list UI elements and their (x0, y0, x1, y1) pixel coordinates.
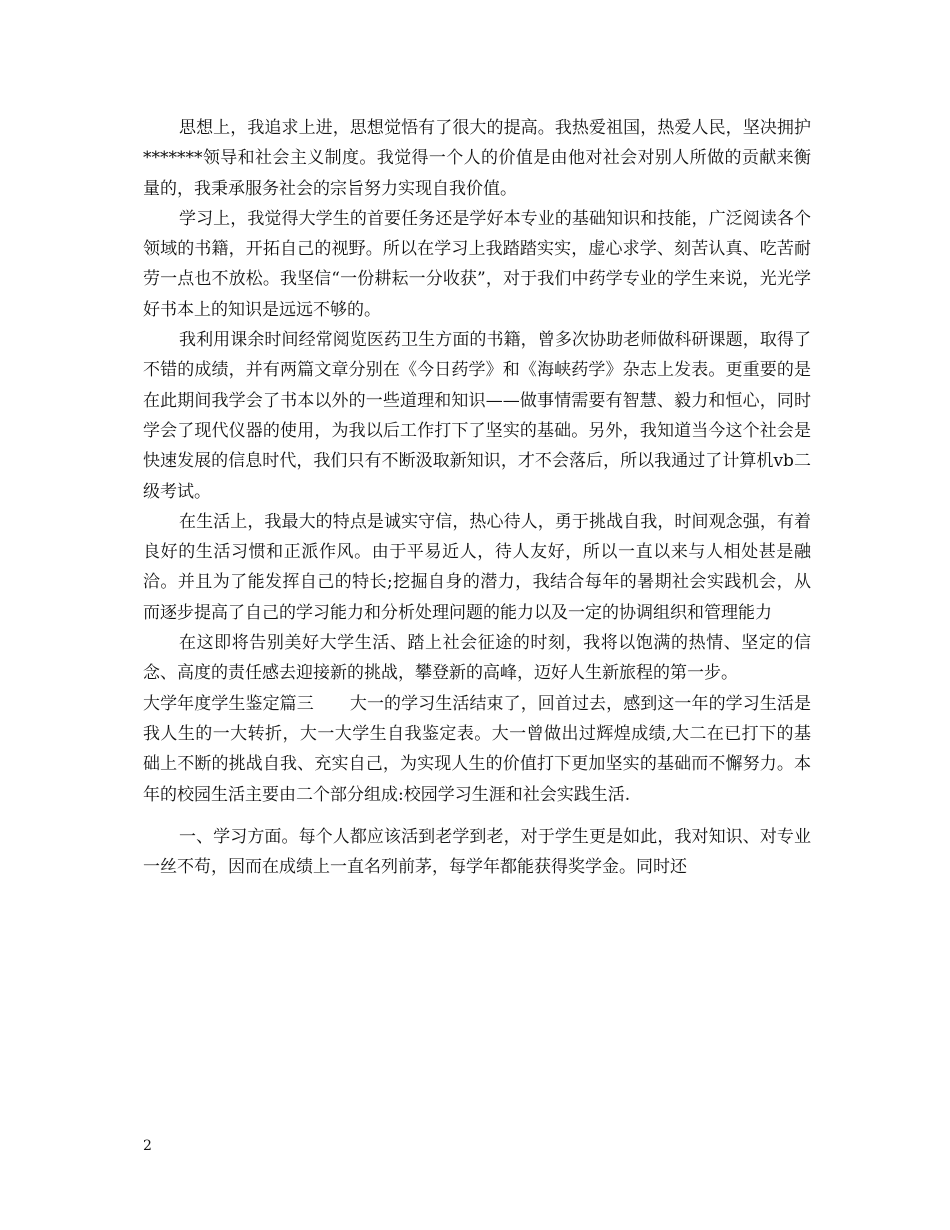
paragraph-learning-aspect: 一、学习方面。每个人都应该活到老学到老，对于学生更是如此，我对知识、对专业一丝不苟，因而在成绩上一直名列前茅，每学年都能获得奖学金。同时还 (143, 826, 811, 878)
section-paragraph (143, 689, 811, 810)
paragraph-life: 在生活上，我最大的特点是诚实守信，热心待人，勇于挑战自我，时间观念强，有着良好的生活习惯和正派作风。由于平易近人，待人友好，所以一直以来与人相处甚是融洽。并且为了能发挥自己的特长;挖掘自身的潜力，我结合每年的暑期社会实践机会，从而逐步提高了自己的学习能力和分析处理问题的能力以及一定的协调组织和管理能力 (143, 511, 811, 623)
paragraph-study: 学习上，我觉得大学生的首要任务还是学好本专业的基础知识和技能，广泛阅读各个领域的书籍，开拓自己的视野。所以在学习上我踏踏实实，虚心求学、刻苦认真、吃苦耐劳一点也不放松。我坚信“一份耕耘一分收获”，对于我们中药学专业的学生来说，光光学好书本上的知识是远远不够的。 (143, 208, 811, 320)
section-text: 大一的学习生活结束了，回首过去，感到这一年的学习生活是我人生的一大转折，大一大学生自我鉴定表。大一曾做出过辉煌成绩,大二在已打下的基础上不断的挑战自我、充实自己，为实现人生的价值打下更加坚实的基础而不懈努力。本年的校园生活主要由二个部分组成:校园学习生涯和社会实践生活. (143, 693, 812, 805)
paragraph-research: 我利用课余时间经常阅览医药卫生方面的书籍，曾多次协助老师做科研课题，取得了不错的成绩，并有两篇文章分别在《今日药学》和《海峡药学》杂志上发表。更重要的是在此期间我学会了书本以外的一些道理和知识——做事情需要有智慧、毅力和恒心，同时学会了现代仪器的使用，为我以后工作打下了坚实的基础。另外，我知道当今这个社会是快速发展的信息时代，我们只有不断汲取新知识，才不会落后，所以我通过了计算机vb二级考试。 (143, 330, 811, 502)
page-number: 2 (143, 1138, 152, 1154)
paragraph-ideology: 思想上，我追求上进，思想觉悟有了很大的提高。我热爱祖国，热爱人民，坚决拥护*******领导和社会主义制度。我觉得一个人的价值是由他对社会对别人所做的贡献来衡量的，我秉承服务社会的宗旨努力实现自我价值。 (143, 118, 811, 199)
section-title: 大学年度学生鉴定篇三 (143, 693, 314, 714)
document-body (143, 113, 811, 882)
paragraph-farewell: 在这即将告别美好大学生活、踏上社会征途的时刻，我将以饱满的热情、坚定的信念、高度的责任感去迎接新的挑战，攀登新的高峰，迈好人生新旅程的第一步。 (143, 633, 811, 684)
